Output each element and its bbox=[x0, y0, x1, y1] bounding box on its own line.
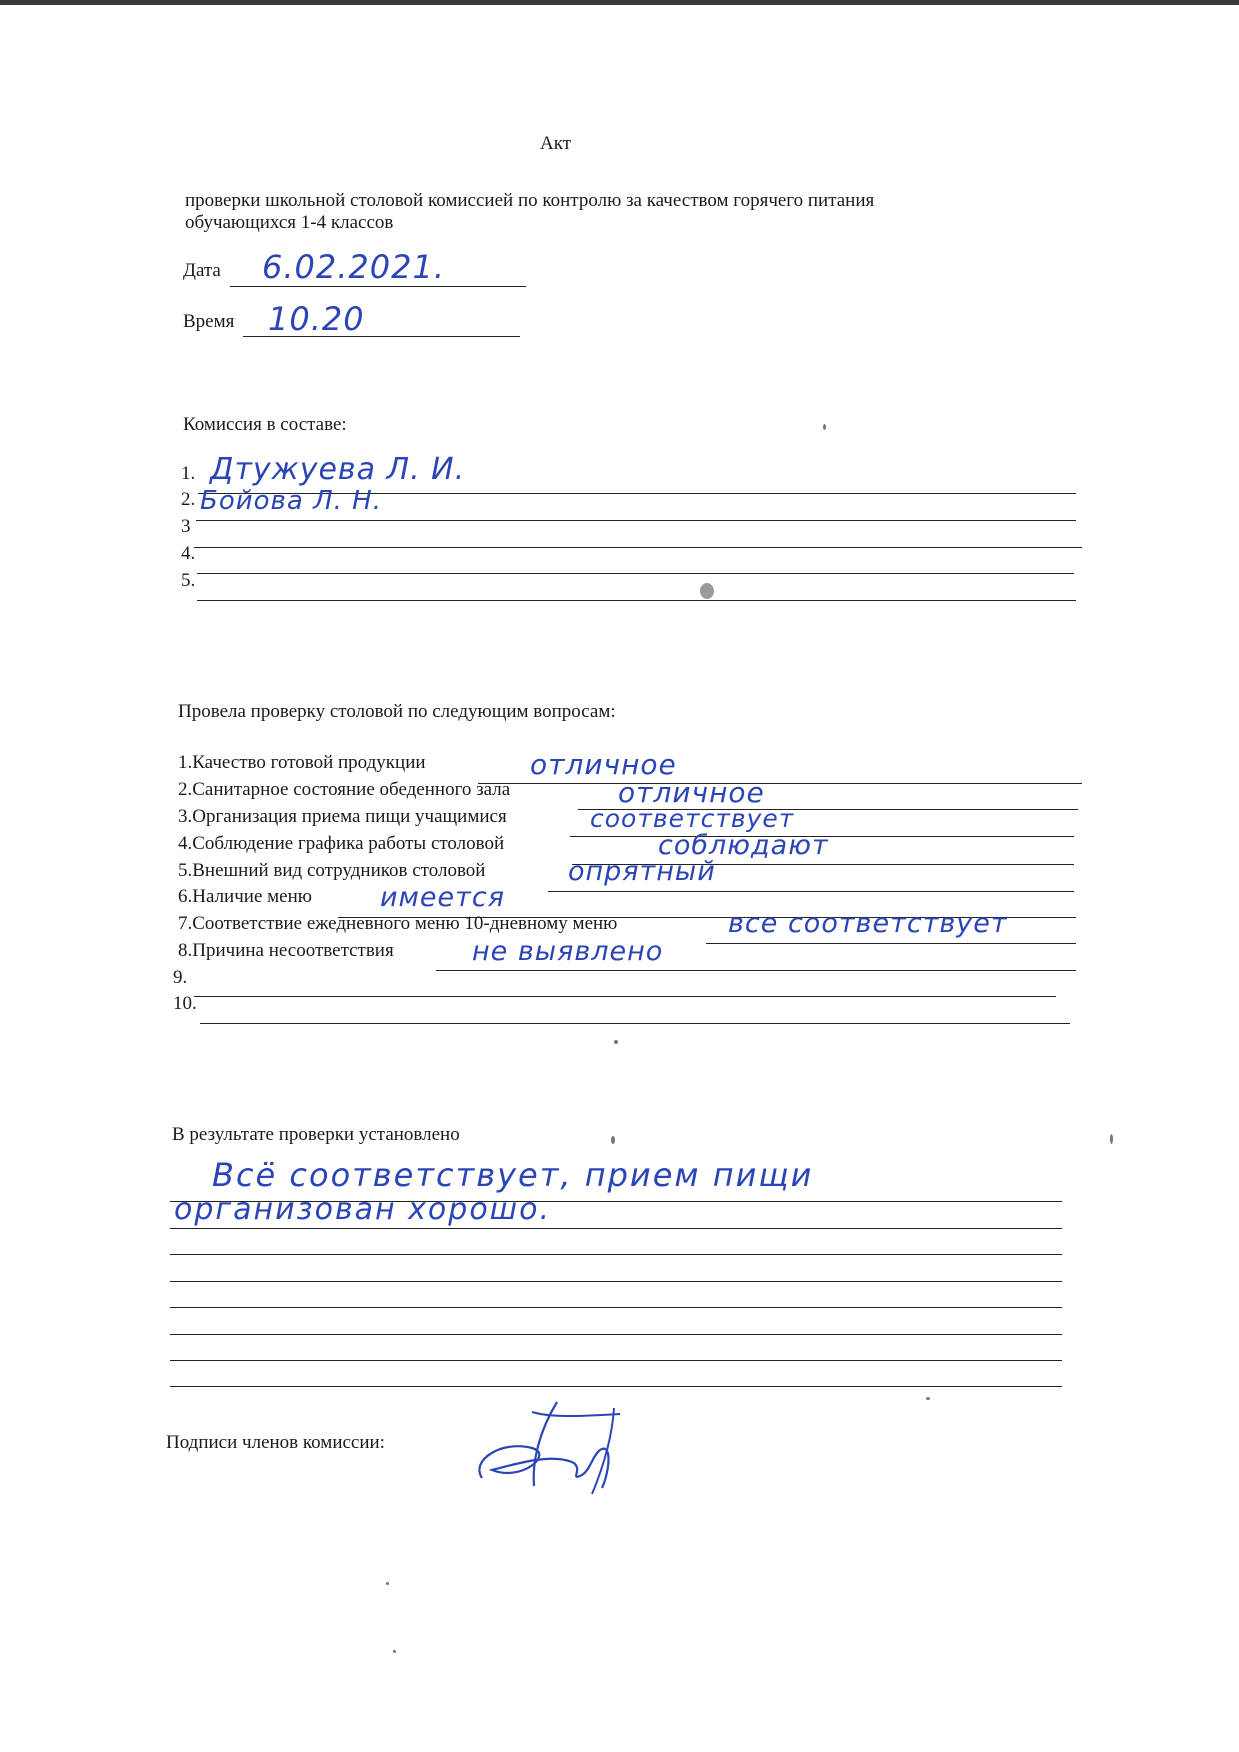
result-line bbox=[170, 1360, 1062, 1361]
result-line bbox=[170, 1334, 1062, 1335]
inspection-line bbox=[194, 996, 1056, 997]
result-heading: В результате проверки установлено bbox=[172, 1124, 460, 1145]
scan-speck bbox=[700, 583, 714, 599]
result-line bbox=[170, 1201, 1062, 1202]
doc-subtitle-line1: проверки школьной столовой комиссией по контролю за качеством горячего питания bbox=[185, 190, 875, 211]
scan-speck bbox=[611, 1136, 615, 1144]
member-num: 5. bbox=[181, 570, 196, 591]
result-line bbox=[170, 1228, 1062, 1229]
inspection-label: 9. bbox=[173, 967, 188, 988]
inspection-line bbox=[706, 943, 1076, 944]
inspection-heading: Провела проверку столовой по следующим вопросам: bbox=[178, 701, 616, 722]
inspection-label: 7.Соответствие ежедневного меню 10-дневному меню bbox=[178, 913, 618, 934]
inspection-line bbox=[200, 1023, 1070, 1024]
member-num: 1. bbox=[181, 463, 196, 484]
scan-speck bbox=[614, 1040, 618, 1044]
inspection-answer: соблюдают bbox=[658, 830, 829, 861]
inspection-answer: имеется bbox=[380, 882, 505, 913]
inspection-answer: опрятный bbox=[568, 856, 716, 887]
member-line bbox=[194, 547, 1082, 548]
member-num: 3 bbox=[181, 516, 191, 537]
result-line2: организован хорошо. bbox=[174, 1192, 552, 1227]
inspection-label: 10. bbox=[173, 993, 197, 1014]
result-line bbox=[170, 1386, 1062, 1387]
doc-subtitle-line2: обучающихся 1-4 классов bbox=[185, 212, 394, 233]
member-line bbox=[197, 600, 1076, 601]
date-label: Дата bbox=[183, 260, 221, 281]
inspection-answer: отличное bbox=[618, 776, 765, 809]
doc-title: Акт bbox=[540, 133, 572, 154]
result-line bbox=[170, 1254, 1062, 1255]
scan-edge bbox=[0, 0, 1239, 5]
member-name: Дтужуева Л. И. bbox=[210, 452, 466, 487]
inspection-answer: соответствует bbox=[590, 804, 795, 833]
inspection-answer: не выявлено bbox=[472, 936, 664, 967]
inspection-answer: отличное bbox=[530, 748, 677, 781]
result-line bbox=[170, 1281, 1062, 1282]
inspection-label: 1.Качество готовой продукции bbox=[178, 752, 426, 773]
member-line bbox=[197, 573, 1074, 574]
date-value: 6.02.2021. bbox=[262, 248, 446, 286]
scan-speck bbox=[926, 1397, 930, 1400]
inspection-label: 4.Соблюдение графика работы столовой bbox=[178, 833, 505, 854]
member-name: Бойова Л. Н. bbox=[200, 486, 382, 516]
signatures-label: Подписи членов комиссии: bbox=[166, 1432, 385, 1453]
inspection-line bbox=[478, 783, 1082, 784]
scan-speck bbox=[393, 1650, 396, 1653]
inspection-label: 6.Наличие меню bbox=[178, 886, 312, 907]
inspection-line bbox=[436, 970, 1076, 971]
inspection-line bbox=[548, 891, 1074, 892]
commission-heading: Комиссия в составе: bbox=[183, 414, 347, 435]
time-label: Время bbox=[183, 311, 235, 332]
member-num: 4. bbox=[181, 543, 196, 564]
time-value: 10.20 bbox=[268, 300, 365, 338]
inspection-label: 3.Организация приема пищи учащимися bbox=[178, 806, 507, 827]
inspection-label: 2.Санитарное состояние обеденного зала bbox=[178, 779, 511, 800]
inspection-answer: все соответствует bbox=[728, 908, 1008, 939]
signature-icon bbox=[462, 1390, 642, 1500]
result-line1: Всё соответствует, прием пищи bbox=[212, 1156, 814, 1194]
member-line bbox=[196, 520, 1076, 521]
inspection-label: 8.Причина несоответствия bbox=[178, 940, 394, 961]
result-line bbox=[170, 1307, 1062, 1308]
inspection-label: 5.Внешний вид сотрудников столовой bbox=[178, 860, 486, 881]
date-underline bbox=[230, 286, 526, 287]
scan-speck bbox=[386, 1582, 389, 1585]
scan-speck bbox=[1110, 1134, 1113, 1144]
scan-speck bbox=[823, 424, 826, 430]
member-num: 2. bbox=[181, 489, 196, 510]
